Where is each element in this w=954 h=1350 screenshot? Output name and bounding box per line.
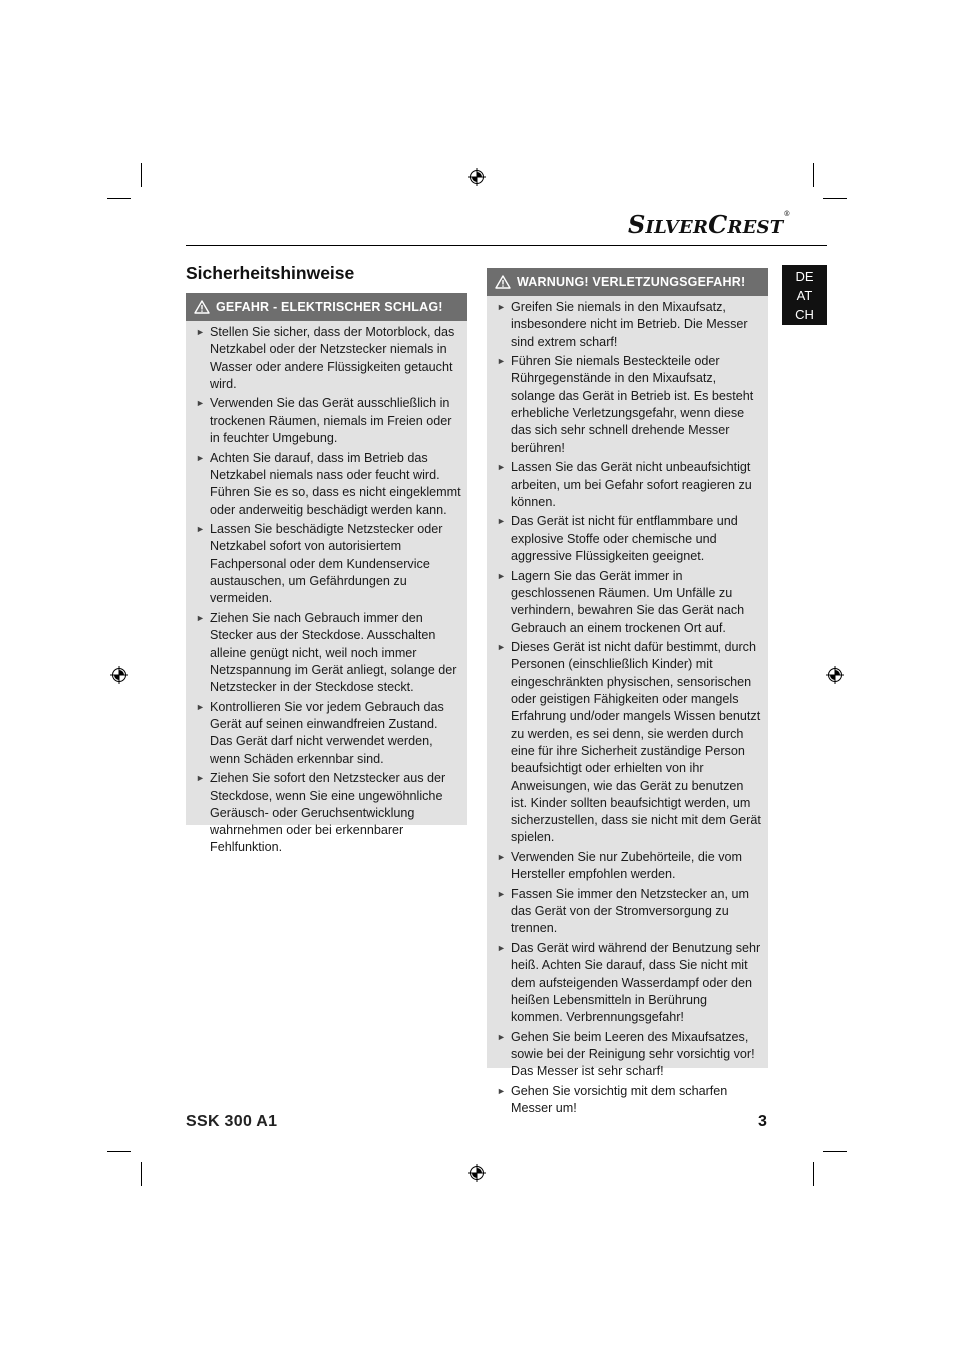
footer-model: SSK 300 A1 [186, 1113, 278, 1130]
page-number: 3 [758, 1113, 767, 1130]
list-item: ► Lagern Sie das Gerät immer in geschlossenen Räumen. Um Unfälle zu verhindern, bewahren Sie das Gerät nach Gebrauch an einem trockenen Ort auf. [497, 568, 762, 637]
language-code: CH [795, 307, 814, 322]
list-item: ► Stellen Sie sicher, dass der Motorblock, das Netzkabel oder der Netzstecker niemals in Wasser oder andere Flüssigkeiten getaucht wird. [196, 324, 461, 393]
warning-triangle-icon [194, 300, 210, 314]
registration-mark-icon [110, 666, 128, 684]
list-item: ► Greifen Sie niemals in den Mixaufsatz, insbesondere nicht im Betrieb. Die Messer sind extrem scharf! [497, 299, 762, 351]
warning-box [487, 268, 768, 1116]
list-item: ► Achten Sie darauf, dass im Betrieb das Netzkabel niemals nass oder feucht wird. Führen Sie es so, dass es nicht eingeklemmt oder anderweitig beschädigt werden kann. [196, 450, 461, 519]
list-item: ► Dieses Gerät ist nicht dafür bestimmt, durch Personen (einschließlich Kinder) mit eingeschränkten physischen, sensorischen oder geistigen Fähigkeiten oder mangels Erfahrung und/oder mangels Wissen benutzt zu werden, es sei denn, sie werden durch eine für ihre Sicherheit zuständige Person beaufsichtigt oder erhielten von ihr Anweisungen, wie das Gerät zu benutzen ist. Kinder sollten beaufsichtigt werden, um sicherzustellen, dass sie nicht mit dem Gerät spielen. [497, 639, 762, 847]
list-item: ► Verwenden Sie das Gerät ausschließlich in trockenen Räumen, niemals im Freien oder in feuchter Umgebung. [196, 395, 461, 447]
crop-mark [141, 1162, 142, 1186]
list-item: ► Fassen Sie immer den Netzstecker an, um das Gerät von der Stromversorgung zu trennen. [497, 886, 762, 938]
list-item: ► Das Gerät ist nicht für entflammbare und explosive Stoffe oder chemische und aggressive Flüssigkeiten geeignet. [497, 513, 762, 565]
list-item: ► Führen Sie niemals Besteckteile oder Rührgegenstände in den Mixaufsatz, solange das Gerät in Betrieb ist. Es besteht erhebliche Verletzungsgefahr, wenn diese das sich sehr schnell drehende Messer berühren! [497, 353, 762, 457]
brand-logo: SILVERCREST® [628, 210, 791, 239]
warning-box-heading [487, 268, 768, 296]
danger-list [186, 321, 467, 863]
list-item: ► Lassen Sie beschädigte Netzstecker oder Netzkabel sofort von autorisiertem Fachpersonal oder dem Kundenservice austauschen, um Gefährdungen zu vermeiden. [196, 521, 461, 607]
warning-heading-text: WARNUNG! VERLETZUNGSGEFAHR! [517, 275, 746, 289]
crop-mark [823, 1151, 847, 1152]
crop-mark [823, 198, 847, 199]
list-item: ► Kontrollieren Sie vor jedem Gebrauch das Gerät auf seinen einwandfreien Zustand. Das Gerät darf nicht verwendet werden, wenn Schäden erkennbar sind. [196, 699, 461, 768]
warning-list [487, 296, 768, 1124]
danger-box-heading [186, 293, 467, 321]
danger-box [186, 293, 467, 855]
registration-mark-icon [826, 666, 844, 684]
danger-heading-text: GEFAHR - ELEKTRISCHER SCHLAG! [216, 300, 443, 314]
list-item: ► Ziehen Sie nach Gebrauch immer den Stecker aus der Steckdose. Ausschalten alleine genügt nicht, weil noch immer Netzspannung im Gerät anliegt, solange der Netzstecker in der Steckdose steckt. [196, 610, 461, 696]
list-item: ► Gehen Sie vorsichtig mit dem scharfen Messer um! [497, 1083, 762, 1118]
list-item: ► Gehen Sie beim Leeren des Mixaufsatzes, sowie bei der Reinigung sehr vorsichtig vor! Das Messer ist sehr scharf! [497, 1029, 762, 1081]
crop-mark [107, 1151, 131, 1152]
list-item: ► Lassen Sie das Gerät nicht unbeaufsichtigt arbeiten, um bei Gefahr sofort reagieren zu können. [497, 459, 762, 511]
crop-mark [141, 163, 142, 187]
header-rule [186, 245, 827, 246]
language-code: DE [795, 269, 814, 284]
registration-mark-icon [468, 168, 486, 186]
list-item: ► Verwenden Sie nur Zubehörteile, die vom Hersteller empfohlen werden. [497, 849, 762, 884]
section-title: Sicherheitshinweise [186, 263, 355, 283]
crop-mark [813, 1162, 814, 1186]
list-item: ► Das Gerät wird während der Benutzung sehr heiß. Achten Sie darauf, dass Sie nicht mit dem aufsteigenden Wasserdampf oder den heißen Lebensmitteln in Berührung kommen. Verbrennungsgefahr! [497, 940, 762, 1026]
language-tab [782, 265, 827, 325]
list-item: ► Ziehen Sie sofort den Netzstecker aus der Steckdose, wenn Sie eine ungewöhnliche Geräusch- oder Geruchsentwicklung wahrnehmen oder bei erkennbarer Fehlfunktion. [196, 770, 461, 856]
crop-mark [107, 198, 131, 199]
crop-mark [813, 163, 814, 187]
warning-triangle-icon [495, 275, 511, 289]
language-code: AT [796, 288, 813, 303]
registration-mark-icon [468, 1164, 486, 1182]
